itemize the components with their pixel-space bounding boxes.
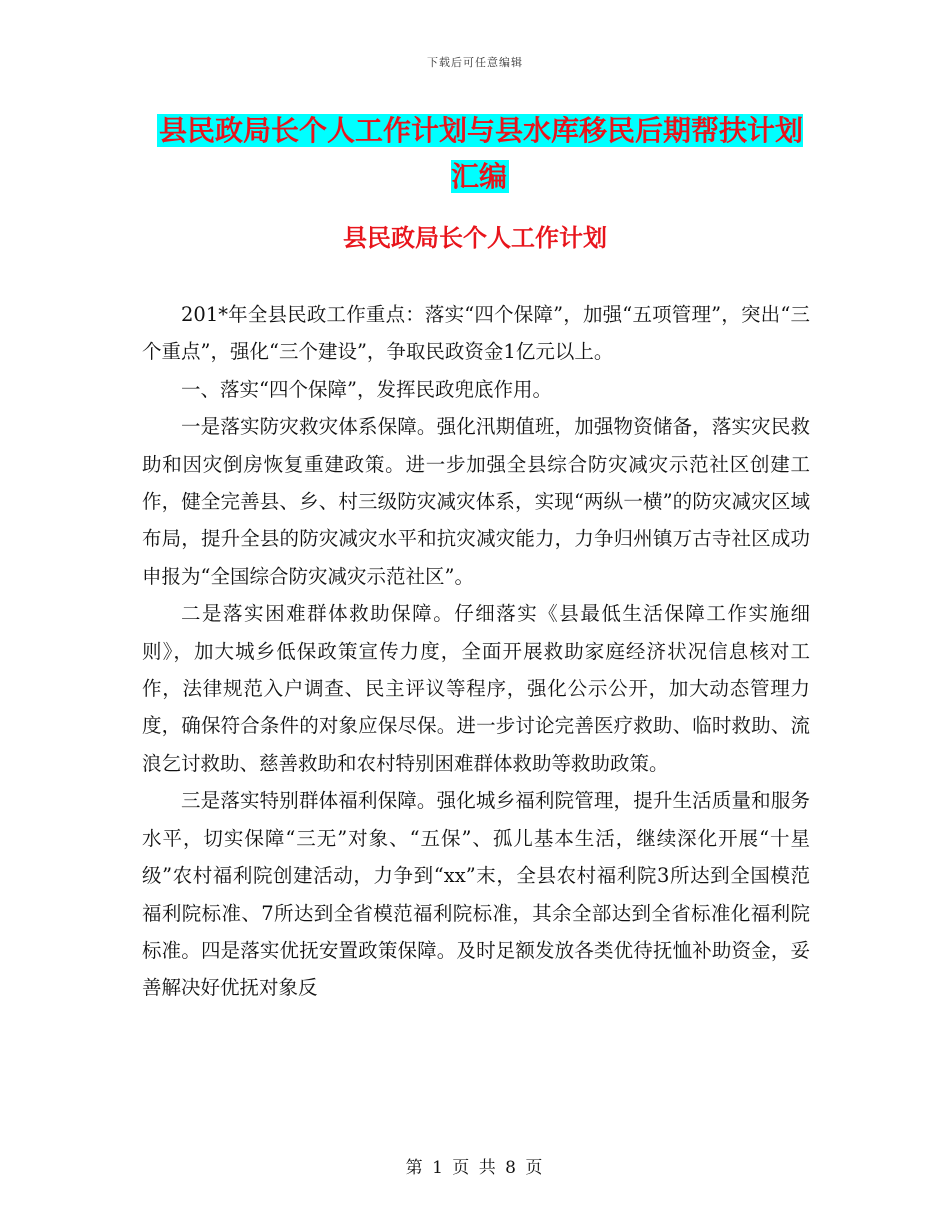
paragraph: 三是落实特别群体福利保障。强化城乡福利院管理，提升生活质量和服务水平，切实保障“三无”对象、“五保”、孤儿基本生活，继续深化开展“十星级”农村福利院创建活动，力争到“xx”末，全县农村福利院3所达到全国模范福利院标准、7所达到全省模范福利院标准，其余全部达到全省标准化福利院标准。四是落实优抚安置政策保障。及时足额发放各类优待抚恤补助资金，妥善解决好优抚对象反	[142, 789, 810, 1000]
document-body	[142, 296, 810, 1007]
paragraph: 一是落实防灾救灾体系保障。强化汛期值班，加强物资储备，落实灾民救助和因灾倒房恢复重建政策。进一步加强全县综合防灾减灾示范社区创建工作，健全完善县、乡、村三级防灾减灾体系，实现“两纵一横”的防灾减灾区域布局，提升全县的防灾减灾水平和抗灾减灾能力，力争归州镇万古寺社区成功申报为“全国综合防灾减灾示范社区”。	[142, 415, 810, 588]
paragraph: 一、落实“四个保障”，发挥民政兜底作用。	[181, 377, 552, 401]
document-title	[150, 108, 810, 200]
page-footer: 第 1 页 共 8 页	[405, 1158, 545, 1178]
paragraph: 201*年全县民政工作重点：落实“四个保障”，加强“五项管理”，突出“三个重点”，强化“三个建设”，争取民政资金1亿元以上。	[142, 303, 810, 364]
page-header-note: 下载后可任意编辑	[427, 56, 523, 69]
section-title: 县民政局长个人工作计划	[343, 223, 607, 252]
document-title-text: 县民政局长个人工作计划与县水库移民后期帮扶计划汇编	[158, 114, 803, 193]
paragraph: 二是落实困难群体救助保障。仔细落实《县最低生活保障工作实施细则》，加大城乡低保政策宣传力度，全面开展救助家庭经济状况信息核对工作，法律规范入户调查、民主评议等程序，强化公示公开，加大动态管理力度，确保符合条件的对象应保尽保。进一步讨论完善医疗救助、临时救助、流浪乞讨救助、慈善救助和农村特别困难群体救助等救助政策。	[142, 602, 810, 775]
